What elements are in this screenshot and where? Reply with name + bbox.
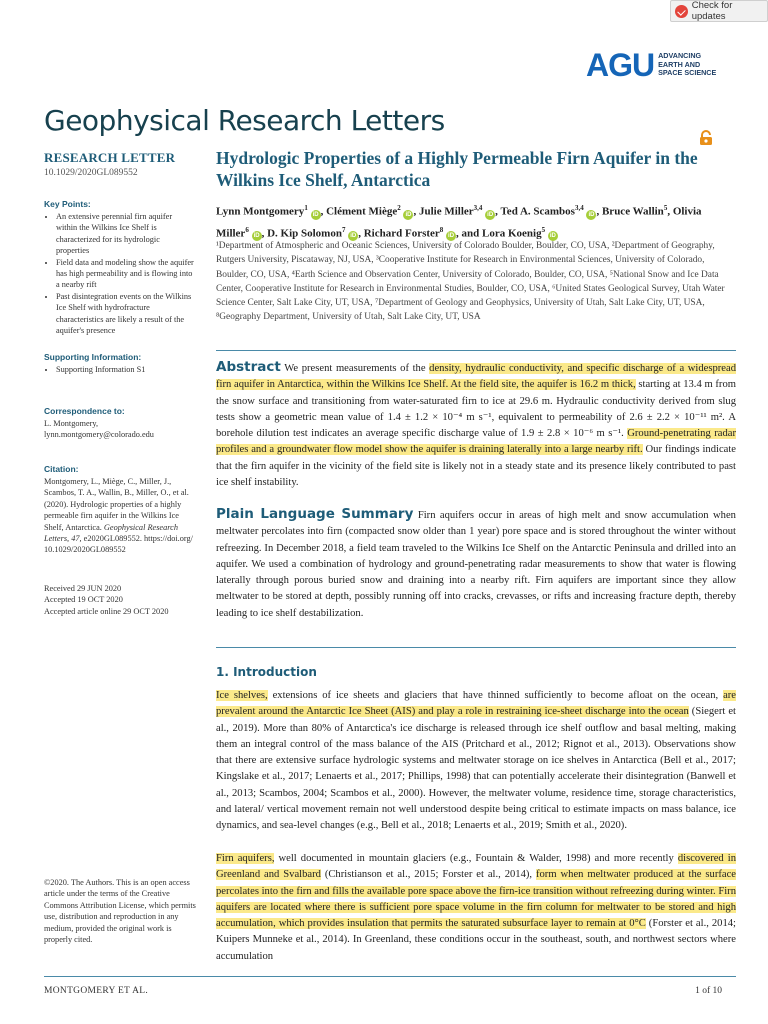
abstract-heading: Abstract <box>216 359 281 375</box>
affiliations: ¹Department of Atmospheric and Oceanic Sciences, University of Colorado Boulder, Boulder, CO, USA, ²Department of Geography, Rutgers University, Piscataway, NJ, USA, ³Cooperative Institute for Research in Environmental Sciences, University of Colorado, Boulder, CO, USA, ⁴Earth Science and Observation Center, University of Colorado, Boulder, CO, USA, ⁵National Snow and Ice Data Center, Cooperative Institute for Research in Environmental Studies, Boulder, CO, USA, ⁶United States Geological Survey, Utah Water Science Center, Salt Lake City, UT, USA, ⁷Department of Geology and Geophysics, University of Utah, Salt Lake City, UT, USA, ⁸Geography Department, University of Utah, Salt Lake City, UT, USA <box>216 241 725 323</box>
author-affiliation-number: 1 <box>304 204 308 212</box>
date-online: Accepted article online 29 OCT 2020 <box>44 606 169 616</box>
key-point: • An extensive perennial firn aquifer within the Wilkins Ice Shelf is characterized for its hydrologic properties <box>56 211 194 257</box>
abstract: Abstract We present measurements of the density, hydraulic conductivity, and specific discharge of a widespread firn aquifer in Antarctica, within the Wilkins Ice Shelf. At the field site, the aquifer is 16.2 m thick, starting at 13.4 m from the snow surface and transitioning from water-saturated firn to ice at 29.6 m. Hydraulic conductivity derived from slug tests show a geometric mean value of 1.4 ± 1.2 × 10⁻⁴ m s⁻¹, equivalent to permeability of 2.6 ± 2.2 × 10⁻¹¹ m². A borehole dilution test indicates an average specific discharge value of 1.9 ± 2.8 × 10⁻⁶ m s⁻¹. Ground-penetrating radar profiles and a groundwater flow model show the aquifer is draining laterally into a large nearby rift. Our findings indicate that the firn aquifer in the vicinity of the field site is likely not in a steady state and its presence likely contributed to past ice shelf instability. <box>216 359 736 489</box>
highlight: form when meltwater produced at the surface percolates into the firn and fills the available pore space above the firn-ice transition without refreezing during winter. Firn aquifers are located where there is sufficient pore space volume in the firn column for meltwater to be stored and high accumulation, which provides insulation that permits the saturated subsurface layer to remain at 0°C <box>216 869 736 930</box>
article-title: Hydrologic Properties of a Highly Permeable Firn Aquifer in the Wilkins Ice Shelf, Antarctica <box>216 148 698 190</box>
doi: 10.1029/2020GL089552 <box>44 168 138 178</box>
orcid-icon[interactable]: iD <box>350 233 357 240</box>
footer-authors: MONTGOMERY ET AL. <box>44 986 149 996</box>
author-affiliation-number: 7 <box>341 225 346 234</box>
supporting-item[interactable]: • Supporting Information S1 <box>56 364 194 375</box>
key-points <box>44 199 194 336</box>
author-affiliation-number: 2 <box>397 204 401 212</box>
author-affiliation-number: 3,4 <box>574 204 584 212</box>
check-for-updates-button[interactable] <box>670 0 768 22</box>
author-name: and Lora Koenig <box>461 227 542 240</box>
intro-paragraph-1: Ice shelves, extensions of ice sheets and glaciers that have thinned sufficiently to become afloat on the ocean, are prevalent around the Antarctic Ice Sheet (AIS) and play a role in restraining ice-sheet discharge into the ocean (Siegert et al., 2019). More than 80% of Antarctica's ice discharge is released through ice shelf outflow and basal melting, making them an integral control of the mass balance of the AIS (Pritchard et al., 2012; Rignot et al., 2013). Observations show that there are extensive surface hydrologic systems and meltwater storage on ice shelves in Antarctica (Bell et al., 2017; Kingslake et al., 2017; Lenaerts et al., 2017; Phillips, 1998) that can potentially accelerate their disintegration (Banwell et al., 2013; Scambos, 2004; Scambos et al., 2000). However, the meltwater volume, residence time, storage characteristics, and lateral/ vertical movement remain not well understood despite being critical to estimate impacts on mass balance, ice dynamics, and sea-level changes (e.g., Bell et al., 2018; Lenaerts et al., 2019; Smith et al., 2020). <box>216 690 737 832</box>
key-point: • Field data and modeling show the aquifer has high permeability and is flowing into a nearby rift <box>56 257 194 291</box>
highlight: Ground-penetrating radar profiles and a groundwater flow model show the aquifer is draining laterally into a large nearby rift. <box>216 428 736 456</box>
citation-heading: Citation: <box>44 464 79 474</box>
article-type: RESEARCH LETTER <box>44 150 176 165</box>
pls-heading: Plain Language Summary <box>216 506 414 522</box>
open-access-lock-icon <box>698 130 714 146</box>
intro-paragraph-2: Firn aquifers, well documented in mountain glaciers (e.g., Fountain & Walder, 1998) and more recently discovered in Greenland and Svalbard (Christianson et al., 2015; Forster et al., 2014), form when meltwater produced at the surface percolates into the firn and fills the available pore space above the firn-ice transition without refreezing during winter. Firn aquifers are located where there is sufficient pore space volume in the firn column for meltwater to be stored and high accumulation, which provides insulation that permits the saturated subsurface layer to remain at 0°C (Forster et al., 2014; Kuipers Munneke et al., 2014). In Greenland, these conditions occur in the southeast, south, and northwest sectors where accumulation <box>216 853 736 962</box>
author-name: Julie Miller <box>418 205 474 218</box>
section-heading-introduction: 1. Introduction <box>216 665 317 679</box>
author-affiliation-number: 8 <box>439 225 444 234</box>
key-points-heading: Key Points: <box>44 199 91 209</box>
author-affiliation-number: 6 <box>245 225 249 234</box>
license-note: ©2020. The Authors. This is an open access article under the terms of the Creative Commons Attribution License, which permits use, distribution and reproduction in any medium, provided the original work is properly cited. <box>44 878 196 945</box>
correspondence-email[interactable]: lynn.montgomery@colorado.edu <box>44 430 154 440</box>
author-name: Lynn Montgomery <box>216 205 305 218</box>
orcid-icon[interactable]: iD <box>487 211 494 218</box>
author-affiliation-number: 5 <box>663 204 668 212</box>
orcid-icon[interactable]: iD <box>549 233 556 240</box>
highlight: discovered in Greenland and Svalbard <box>216 853 736 881</box>
correspondence-name: L. Montgomery, <box>44 419 99 428</box>
correspondence-heading: Correspondence to: <box>44 406 125 416</box>
highlight: density, hydraulic conductivity, and specific discharge of a widespread firn aquifer in Antarctica, within the Wilkins Ice Shelf. At the field site, the aquifer is 16.2 m thick, <box>216 363 736 391</box>
journal-name: Geophysical Research Letters <box>44 104 445 137</box>
plain-language-summary: Plain Language Summary Firn aquifers occur in areas of high melt and snow accumulation when meltwater percolates into firn (compacted snow older than 1 year) pore space and is stored throughout the winter without refreezing. In December 2018, a field team traveled to the Wilkins Ice Shelf on the Antarctic Peninsula and drilled into an aquifer. We used a combination of hydrology and ground-penetrating radar measurements to show that water is flowing laterally through porous buried snow and draining into a nearby rift. Firn aquifers are important since they allow meltwater to be stored at depth, possibly running off into cracks, crevasses, or rifts and increasing fracture depth, thereby leading to ice shelf destabilization. <box>216 506 736 619</box>
orcid-icon[interactable]: iD <box>588 211 595 218</box>
highlight: are prevalent around the Antarctic Ice Sheet (AIS) and play a role in restraining ice-sheet discharge into the ocean <box>216 690 737 718</box>
orcid-icon[interactable]: iD <box>312 211 319 218</box>
page-number: 1 of 10 <box>695 986 722 996</box>
orcid-icon[interactable]: iD <box>448 233 455 240</box>
highlight: Firn aquifers, <box>216 853 275 864</box>
citation-text: Montgomery, L., Miège, C., Miller, J., Scambos, T. A., Wallin, B., Miller, O., et al. (2020). Hydrologic properties of a highly permeable firn aquifer in the Wilkins Ice Shelf, Antarctica. Geophysical Research Letters, 47, e2020GL089552. https://doi.org/ 10.1029/2020GL089552 <box>44 477 193 555</box>
correspondence <box>44 406 194 441</box>
author-affiliation-number: 5 <box>541 225 546 234</box>
date-received: Received 29 JUN 2020 <box>44 584 122 593</box>
check-updates-label: Check for updates <box>691 0 733 22</box>
author-list: Lynn Montgomery$^1$ iD , Clément Miège$^2$ iD , Julie Miller$^{3,4}$ iD , Ted A. Scambos$^{3,4}$ iD , Bruce Wallin$^5$, Olivia Miller$^6$ iD , D. Kip Solomon$^7$ iD , Richard Forster$^8$ iD , and Lora Koenig$^5$ iD <box>216 204 702 240</box>
article-dates <box>44 583 204 617</box>
author-affiliation-number: 3,4 <box>473 204 483 212</box>
intro-top-rule <box>216 647 736 648</box>
key-point: • Past disintegration events on the Wilkins Ice Shelf with hydrofracture characteristics are likely a result of the aquifer's presence <box>56 291 194 337</box>
agu-logo-tagline: ADVANCING EARTH AND SPACE SCIENCE <box>658 51 717 78</box>
check-updates-icon <box>675 5 688 18</box>
author-name: Richard Forster <box>363 227 440 240</box>
agu-logo-word: AGU <box>586 47 655 83</box>
agu-logo <box>586 48 716 82</box>
citation <box>44 464 194 556</box>
author-name: Bruce Wallin <box>601 205 664 218</box>
footer-rule <box>44 976 736 977</box>
author-name: Ted A. Scambos <box>500 205 575 218</box>
citation-journal: Geophysical Research Letters, 47, <box>44 522 179 544</box>
key-points-list <box>44 211 194 336</box>
abstract-top-rule <box>216 350 736 351</box>
date-accepted: Accepted 19 OCT 2020 <box>44 595 123 605</box>
author-name: D. Kip Solomon <box>267 227 342 240</box>
highlight: Ice shelves, <box>216 690 268 701</box>
author-name: Clément Miège <box>326 205 398 218</box>
author-name: Olivia Miller <box>216 205 702 240</box>
orcid-icon[interactable]: iD <box>253 233 260 240</box>
orcid-icon[interactable]: iD <box>405 211 412 218</box>
supporting-heading: Supporting Information: <box>44 352 142 362</box>
supporting-information <box>44 352 194 375</box>
